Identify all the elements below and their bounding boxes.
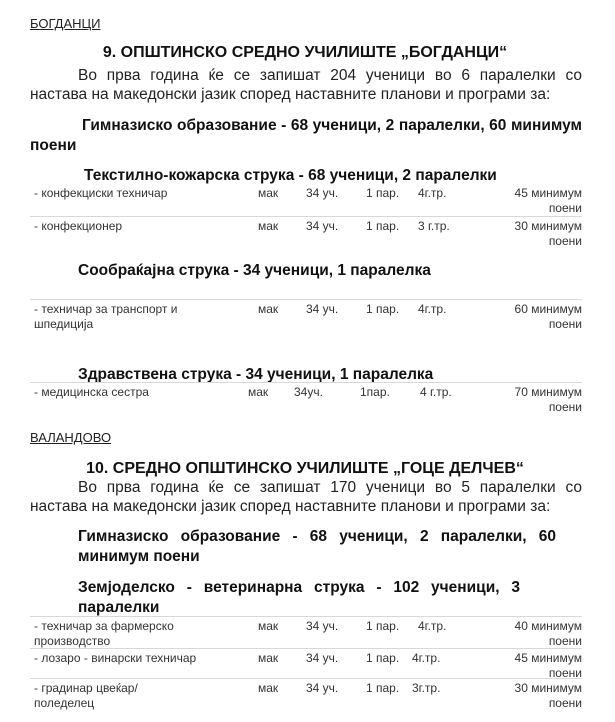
min-points: 30 минимум поени (514, 681, 582, 710)
classes: 1 пар. (366, 186, 400, 200)
language: мак (258, 302, 279, 316)
table-row (30, 216, 582, 249)
stream-heading: Земјоделско - ветеринарна струка - 102 ученици, 3 паралелки (78, 579, 520, 616)
min-points: 45 минимум поени (514, 186, 582, 215)
min-points: 60 минимум поени (514, 302, 582, 331)
min-points: 30 минимум поени (514, 219, 582, 248)
min-points: 45 минимум поени (514, 651, 582, 680)
school-title: 10. СРЕДНО ОПШТИНСКО УЧИЛИШТЕ „ГОЦЕ ДЕЛЧЕВ“ (86, 460, 524, 477)
grade: 3г.тр. (412, 681, 441, 695)
classes: 1 пар. (366, 619, 400, 633)
grade: 4г.тр. (412, 651, 441, 665)
gymnasium-heading: Гимназиско образование - 68 ученици, 2 паралелки, 60 минимум поени (30, 117, 582, 154)
grade: 4г.тр. (418, 302, 447, 316)
gymnasium-heading: Гимназиско образование - 68 ученици, 2 паралелки, 60 минимум поени (78, 528, 556, 565)
table-row (30, 678, 582, 713)
language: мак (258, 651, 279, 665)
stream-heading: Здравствена струка - 34 ученици, 1 паралелка (78, 366, 434, 383)
students: 34 уч. (306, 302, 339, 316)
classes: 1пар. (360, 385, 390, 399)
classes: 1 пар. (366, 219, 400, 233)
table-row (30, 616, 582, 649)
language: мак (258, 219, 279, 233)
program-name: - техничар за транспорт и шпедиција (34, 302, 178, 331)
language: мак (248, 385, 269, 399)
program-name: - конфекционер (34, 219, 123, 233)
students: 34 уч. (306, 186, 339, 200)
intro-paragraph: Во прва година ќе се запишат 170 ученици во 5 паралелки со настава на македонски јазик според наставните планови и програми за: (30, 479, 582, 515)
students: 34 уч. (306, 681, 339, 695)
language: мак (258, 619, 279, 633)
grade: 4г.тр. (418, 619, 447, 633)
language: мак (258, 186, 279, 200)
min-points: 40 минимум поени (514, 619, 582, 648)
table-row (30, 299, 582, 334)
program-name: - конфекциски техничар (34, 186, 168, 200)
students: 34 уч. (306, 651, 339, 665)
grade: 4г.тр. (418, 186, 447, 200)
table-row (30, 184, 582, 216)
table-row (30, 648, 582, 679)
language: мак (258, 681, 279, 695)
classes: 1 пар. (366, 681, 400, 695)
students: 34 уч. (306, 619, 339, 633)
program-name: - техничар за фармерско производство (34, 619, 174, 648)
town-heading-valandovo: ВАЛАНДОВО (30, 430, 112, 445)
students: 34 уч. (306, 219, 339, 233)
table-row (30, 382, 582, 417)
program-name: - медицинска сестра (34, 385, 149, 399)
intro-paragraph: Во прва година ќе се запишат 204 ученици во 6 паралелки со настава на македонски јазик според наставните планови и програми за: (30, 67, 582, 103)
students: 34уч. (294, 385, 323, 399)
stream-heading: Сообраќајна струка - 34 ученици, 1 паралелка (78, 262, 431, 279)
classes: 1 пар. (366, 651, 400, 665)
min-points: 70 минимум поени (514, 385, 582, 414)
program-name: - лозаро - винарски техничар (34, 651, 197, 665)
school-title: 9. ОПШТИНСКО СРЕДНО УЧИЛИШТЕ „БОГДАНЦИ“ (102, 44, 508, 61)
classes: 1 пар. (366, 302, 400, 316)
grade: 3 г.тр. (418, 219, 450, 233)
stream-heading: Текстилно-кожарска струка - 68 ученици, 2 паралелки (84, 167, 497, 184)
grade: 4 г.тр. (420, 385, 452, 399)
town-heading-bogdanci: БОГДАНЦИ (30, 16, 101, 31)
program-name: - градинар цвеќар/ поледелец (34, 681, 138, 710)
